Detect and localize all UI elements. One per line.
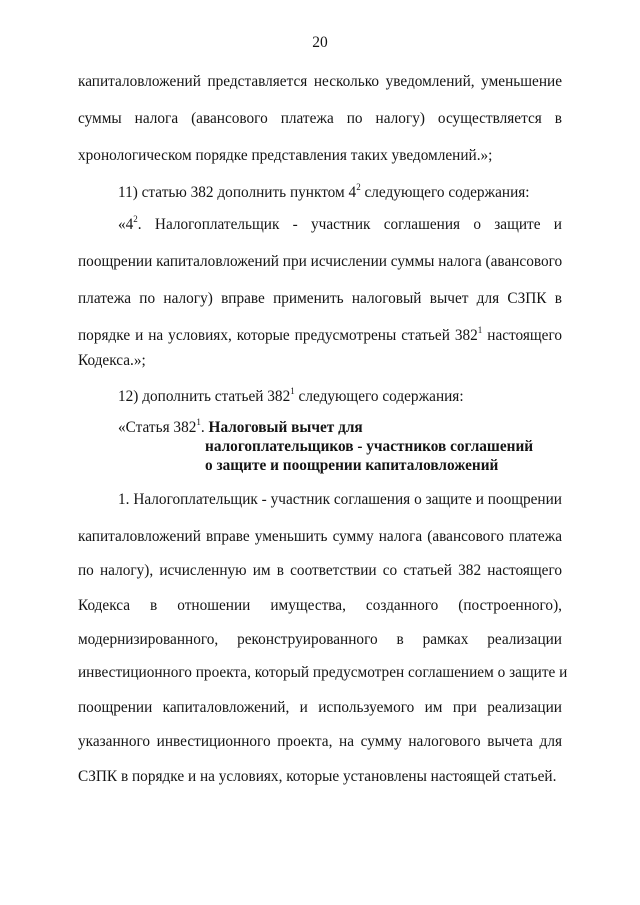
text-line: поощрении капиталовложений, и используемого им при реализации	[78, 699, 562, 716]
text-line: Кодекса.»;	[78, 352, 146, 369]
text-line: по налогу), исчисленную им в соответствии со статьей 382 настоящего	[78, 562, 562, 579]
page-number: 20	[312, 34, 328, 51]
list-item-12: 12) дополнить статьей $382^1$ следующего содержания:	[118, 385, 464, 405]
text-line: хронологическом порядке представления таких уведомлений.»;	[78, 147, 493, 164]
text-line: СЗПК в порядке и на условиях, которые установлены настоящей статьей.	[78, 768, 557, 785]
text-line: Кодекса в отношении имущества, созданного (построенного),	[78, 597, 562, 614]
quoted-point-line: «$4^2$. Налогоплательщик - участник соглашения о защите и	[118, 213, 562, 233]
article-heading-prefix: «Статья $382^1$. Налоговый вычет для	[118, 416, 363, 436]
text-line: 1. Налогоплательщик - участник соглашения о защите и поощрении	[118, 491, 562, 508]
text-line: модернизированного, реконструированного в рамках реализации	[78, 631, 562, 648]
text-line: капиталовложений вправе уменьшить сумму налога (авансового платежа	[78, 528, 562, 545]
text-line: инвестиционного проекта, который предусмотрен соглашением о защите и	[78, 664, 568, 681]
article-heading-line: налогоплательщиков - участников соглашений	[205, 438, 534, 455]
text-line: капиталовложений представляется несколько уведомлений, уменьшение	[78, 73, 562, 90]
text-line: порядке и на условиях, которые предусмотрены статьей $382^1$ настоящего	[78, 324, 563, 344]
text-line: указанного инвестиционного проекта, на сумму налогового вычета для	[78, 733, 562, 750]
text-line: поощрении капиталовложений при исчислении суммы налога (авансового	[78, 253, 563, 270]
list-item-11: 11) статью 382 дополнить пунктом $4^2$ следующего содержания:	[118, 181, 530, 201]
article-heading-line: о защите и поощрении капиталовложений	[205, 457, 499, 474]
text-line: платежа по налогу) вправе применить налоговый вычет для СЗПК в	[78, 290, 562, 307]
text-line: суммы налога (авансового платежа по налогу) осуществляется в	[78, 110, 562, 127]
